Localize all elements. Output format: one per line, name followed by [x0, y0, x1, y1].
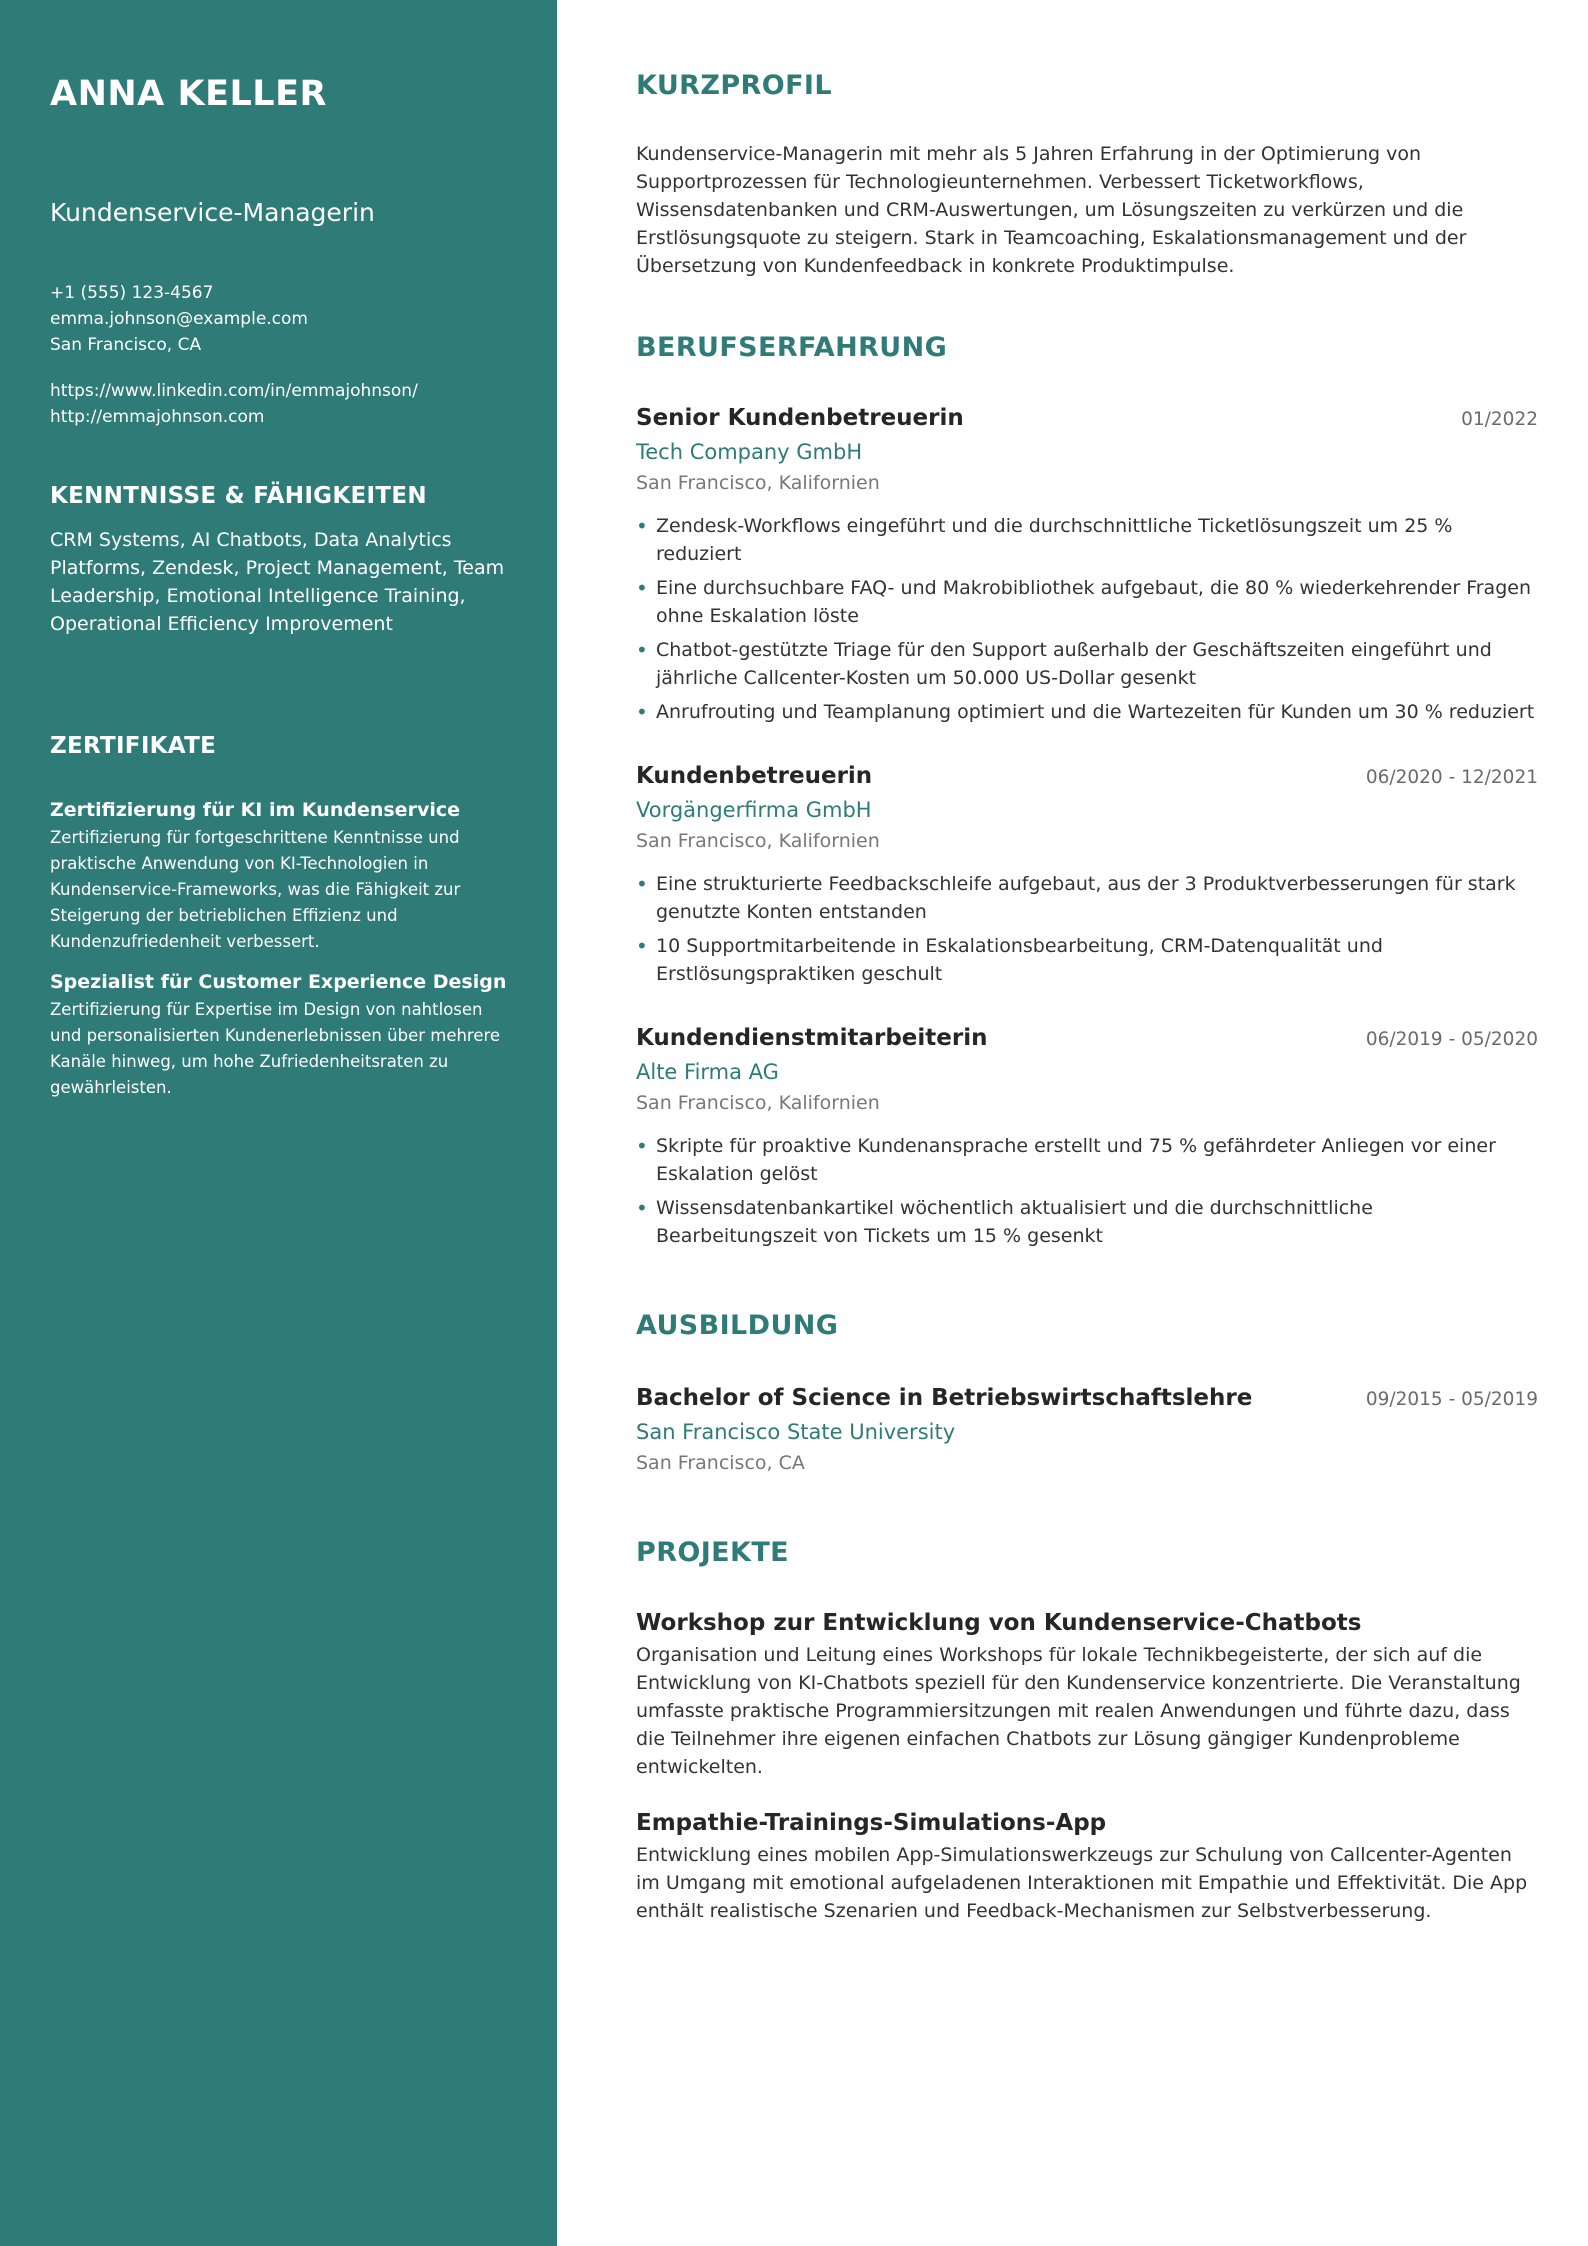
education-heading: AUSBILDUNG: [636, 1310, 839, 1341]
projects-heading: PROJEKTE: [636, 1537, 790, 1568]
skills-heading: KENNTNISSE & FÄHIGKEITEN: [50, 483, 427, 509]
achievement-item: • Anrufrouting und Teamplanung optimiert und die Wartezeiten für Kunden um 30 % reduziert: [636, 698, 1538, 726]
experience-heading: BERUFSERFAHRUNG: [636, 332, 948, 363]
project-description: Entwicklung eines mobilen App-Simulationswerkzeugs zur Schulung von Callcenter-Agenten im Umgang mit emotional aufgeladenen Interaktionen mit Empathie und Effektivität. Die App enthält realistische Szenarien und Feedback-Mechanismen zur Selbstverbesserung.: [636, 1844, 1528, 1922]
profile-heading: KURZPROFIL: [636, 70, 832, 101]
links-block: [50, 378, 507, 430]
candidate-name: ANNA KELLER: [50, 74, 327, 114]
achievement-item: • Skripte für proaktive Kundenansprache erstellt und 75 % gefährdeter Anliegen vor einer Eskalation gelöst: [636, 1132, 1538, 1188]
job-company: Vorgängerfirma GmbH: [636, 798, 872, 822]
candidate-role: Kundenservice-Managerin: [50, 198, 375, 227]
project-entry: [636, 1807, 1538, 1925]
school-location: San Francisco, CA: [636, 1452, 805, 1474]
projects-section: [636, 1535, 1538, 1925]
job-achievements: [636, 1132, 1538, 1250]
achievement-item: • 10 Supportmitarbeitende in Eskalationsbearbeitung, CRM-Datenqualität und Erstlösungspraktiken geschult: [636, 932, 1538, 988]
certificate-item: [50, 968, 507, 1101]
certificate-description: Zertifizierung für fortgeschrittene Kenntnisse und praktische Anwendung von KI-Technologien in Kundenservice-Frameworks, was die Fähigkeit zur Steigerung der betrieblichen Effizienz und Kundenzufriedenheit verbessert.: [50, 828, 461, 951]
certificates-heading: ZERTIFIKATE: [50, 733, 217, 759]
project-entry: [636, 1607, 1538, 1781]
achievement-item: • Zendesk-Workflows eingeführt und die durchschnittliche Ticketlösungszeit um 25 % reduziert: [636, 512, 1538, 568]
job-location: San Francisco, Kalifornien: [636, 830, 880, 852]
job-title: Kundendienstmitarbeiterin: [636, 1025, 988, 1051]
project-title: Workshop zur Entwicklung von Kundenservice-Chatbots: [636, 1610, 1362, 1636]
job-date: 06/2020 - 12/2021: [1365, 767, 1538, 788]
job-entry: [636, 1022, 1538, 1250]
certificate-item: [50, 796, 507, 955]
achievement-item: • Wissensdatenbankartikel wöchentlich aktualisiert und die durchschnittliche Bearbeitungszeit von Tickets um 15 % gesenkt: [636, 1194, 1538, 1250]
job-date: 06/2019 - 05/2020: [1365, 1029, 1538, 1050]
certificate-title: Zertifizierung für KI im Kundenservice: [50, 799, 460, 821]
achievement-item: • Chatbot-gestützte Triage für den Support außerhalb der Geschäftszeiten eingeführt und jährliche Callcenter-Kosten um 50.000 US-Dollar gesenkt: [636, 636, 1538, 692]
sidebar: [0, 0, 557, 2246]
job-company: Alte Firma AG: [636, 1060, 779, 1084]
certificate-title: Spezialist für Customer Experience Design: [50, 971, 507, 993]
education-entry: [636, 1382, 1538, 1477]
profile-section: [636, 68, 1538, 280]
job-location: San Francisco, Kalifornien: [636, 472, 880, 494]
certificates-list: [50, 796, 507, 1101]
degree-title: Bachelor of Science in Betriebswirtschaftslehre: [636, 1385, 1253, 1411]
profile-summary: Kundenservice-Managerin mit mehr als 5 Jahren Erfahrung in der Optimierung von Supportprozessen für Technologieunternehmen. Verbessert Ticketworkflows, Wissensdatenbanken und CRM-Auswertungen, um Lösungszeiten zu verkürzen und die Erstlösungsquote zu steigern. Stark in Teamcoaching, Eskalationsmanagement und der Übersetzung von Kundenfeedback in konkrete Produktimpulse.: [636, 143, 1467, 277]
school-name: San Francisco State University: [636, 1420, 956, 1444]
job-entry: [636, 760, 1538, 988]
experience-section: [636, 330, 1538, 1250]
achievement-item: • Eine strukturierte Feedbackschleife aufgebaut, aus der 3 Produktverbesserungen für stark genutzte Konten entstanden: [636, 870, 1538, 926]
job-entry: [636, 402, 1538, 726]
phone-number: +1 (555) 123-4567: [50, 283, 214, 303]
job-achievements: [636, 870, 1538, 988]
education-section: [636, 1308, 1538, 1477]
main-content: [557, 0, 1588, 2246]
job-title: Senior Kundenbetreuerin: [636, 405, 964, 431]
email-address[interactable]: emma.johnson@example.com: [50, 309, 308, 329]
job-achievements: [636, 512, 1538, 726]
certificate-description: Zertifizierung für Expertise im Design von nahtlosen und personalisierten Kundenerlebnissen über mehrere Kanäle hinweg, um hohe Zufriedenheitsraten zu gewährleisten.: [50, 1000, 501, 1097]
website-link[interactable]: http://emmajohnson.com: [50, 407, 265, 427]
education-date: 09/2015 - 05/2019: [1365, 1389, 1538, 1410]
job-date: 01/2022: [1461, 409, 1538, 430]
skills-text: CRM Systems, AI Chatbots, Data Analytics Platforms, Zendesk, Project Management, Team Leadership, Emotional Intelligence Training, Operational Efficiency Improvement: [50, 529, 505, 635]
achievement-item: • Eine durchsuchbare FAQ- und Makrobibliothek aufgebaut, die 80 % wiederkehrender Fragen ohne Eskalation löste: [636, 574, 1538, 630]
job-location: San Francisco, Kalifornien: [636, 1092, 880, 1114]
job-title: Kundenbetreuerin: [636, 763, 873, 789]
project-title: Empathie-Trainings-Simulations-App: [636, 1810, 1107, 1836]
contact-block: [50, 280, 507, 358]
job-company: Tech Company GmbH: [636, 440, 863, 464]
location: San Francisco, CA: [50, 335, 202, 355]
project-description: Organisation und Leitung eines Workshops für lokale Technikbegeisterte, der sich auf die Entwicklung von KI-Chatbots speziell für den Kundenservice konzentrierte. Die Veranstaltung umfasste praktische Programmiersitzungen mit realen Anwendungen und führte dazu, dass die Teilnehmer ihre eigenen einfachen Chatbots zur Lösung gängiger Kundenprobleme entwickelten.: [636, 1644, 1521, 1778]
linkedin-link[interactable]: https://www.linkedin.com/in/emmajohnson/: [50, 381, 418, 401]
